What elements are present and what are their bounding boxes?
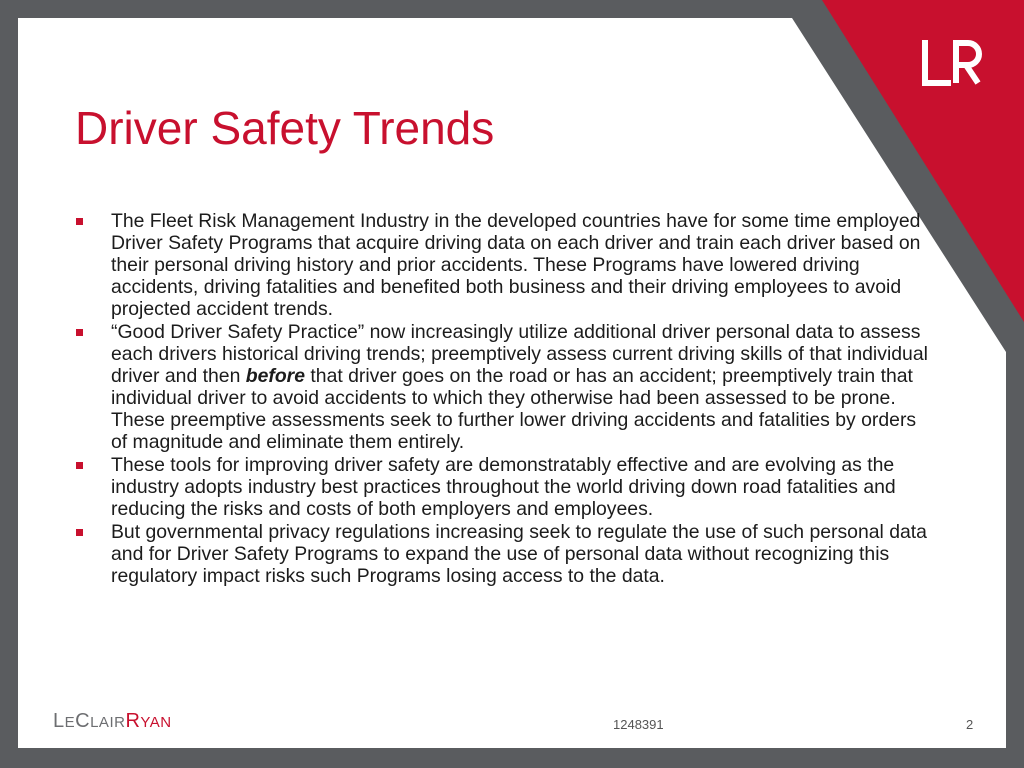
bullet-text-after: that driver goes on the road or has an accident; preemptively train that individual driver to avoid accidents to which they otherwise had been assessed to be prone. These preemptive assessments seek to further lower driving accidents and fatalities by orders of magnitude and eliminate them entirely.: [111, 365, 917, 453]
logo-part: L: [53, 710, 65, 732]
document-id: 1248391: [613, 717, 664, 732]
leclairryan-logo: [53, 711, 172, 733]
square-bullet-icon: [76, 218, 83, 225]
logo-part: YAN: [140, 714, 172, 731]
bullet-text-before: “Good Driver Safety Practice” now increasingly utilize additional driver personal data to assess each drivers historical driving trends; preemptively assess current driving skills of that individual driver and then: [111, 321, 928, 387]
bullet-item: [76, 321, 936, 453]
bullet-emphasis: before: [245, 365, 306, 387]
square-bullet-icon: [76, 462, 83, 469]
bullet-item: [76, 454, 936, 520]
bullet-text: The Fleet Risk Management Industry in the developed countries have for some time employed Driver Safety Programs that acquire driving data on each driver and train each driver based on their personal driving history and prior accidents. These Programs have lowered driving accidents, driving fatalities and benefited both business and their driving employees to avoid projected accident trends.: [111, 210, 921, 320]
bullet-item: [76, 210, 936, 320]
square-bullet-icon: [76, 529, 83, 536]
bullet-list: [76, 210, 936, 588]
logo-part: LAIR: [90, 714, 126, 731]
logo-part: R: [125, 710, 141, 732]
square-bullet-icon: [76, 329, 83, 336]
bullet-item: [76, 521, 936, 587]
lr-monogram-icon: [922, 40, 982, 88]
bullet-text: These tools for improving driver safety are demonstratably effective and are evolving as the industry adopts industry best practices throughout the world driving down road fatalities and reducing the risks and costs of both employers and employees.: [111, 454, 896, 520]
bullet-text: But governmental privacy regulations increasing seek to regulate the use of such personal data and for Driver Safety Programs to expand the use of personal data without recognizing this regulatory impact risks such Programs losing access to the data.: [111, 521, 927, 587]
logo-part: E: [64, 714, 76, 731]
slide-title: Driver Safety Trends: [75, 102, 495, 154]
page-number: 2: [966, 717, 974, 732]
logo-part: C: [75, 710, 91, 732]
